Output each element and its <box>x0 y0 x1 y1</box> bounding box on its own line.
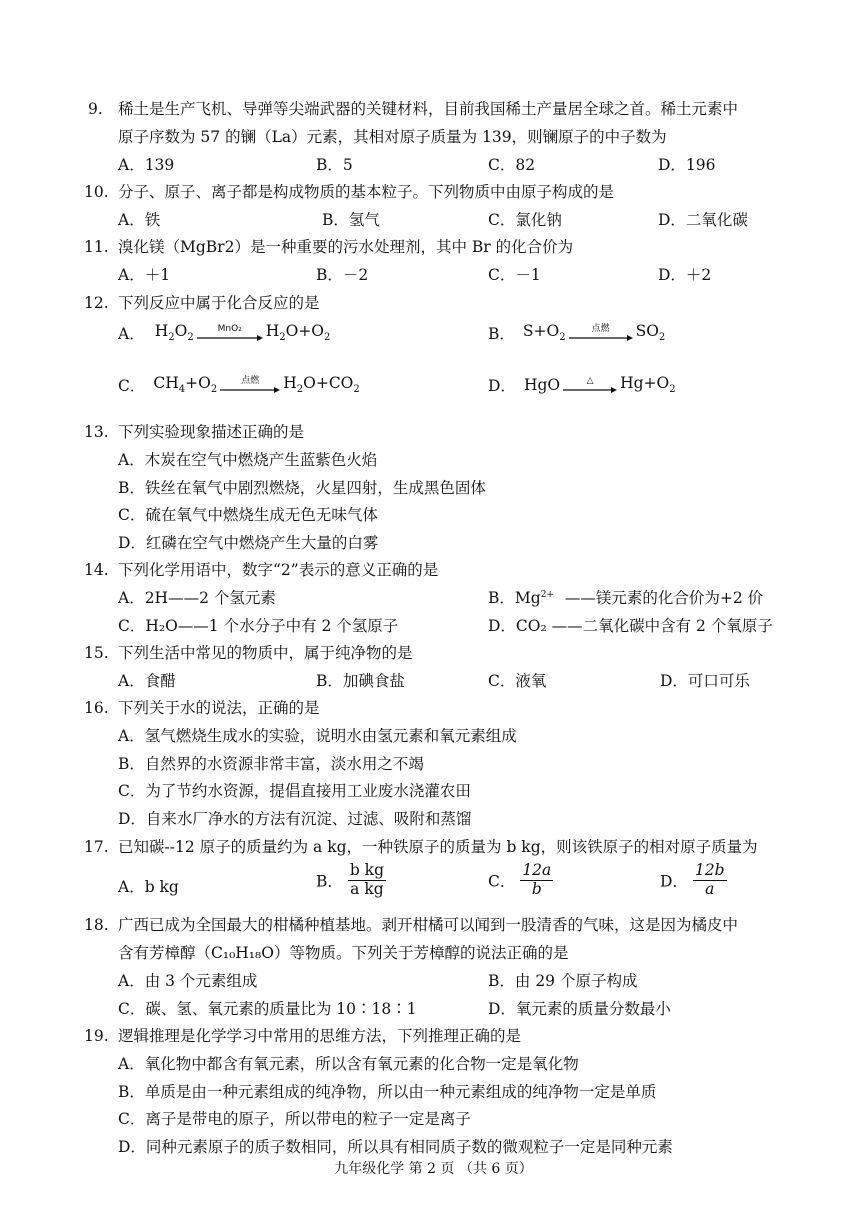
reaction-condition: 点燃 <box>591 324 610 334</box>
reaction-arrow <box>563 376 617 394</box>
option-c: C．硫在氧气中燃烧生成无色无味气体 <box>118 506 378 524</box>
question-12 <box>84 291 320 313</box>
option-label: D． <box>660 872 688 891</box>
question-15 <box>84 641 413 663</box>
question-text: 溴化镁（MgBr2）是一种重要的污水处理剂，其中 Br 的化合价为 <box>118 238 574 256</box>
question-number: 11. <box>84 238 109 256</box>
option-c: C．－1 <box>488 266 541 284</box>
denominator: b <box>531 879 542 898</box>
denominator: a kg <box>350 879 384 898</box>
option-c: C．82 <box>488 156 536 174</box>
option-c: C．碳、氢、氧元素的质量比为 10∶18∶1 <box>118 1000 417 1018</box>
reaction-arrow <box>197 324 263 342</box>
option-a: A．＋1 <box>118 266 171 284</box>
option-a: A．139 <box>118 156 175 174</box>
reaction-condition: △ <box>586 376 594 386</box>
question-text: 已知碳--12 原子的质量约为 a kg，一种铁原子的质量为 b kg，则该铁原子的相对原子质量为 <box>118 838 758 856</box>
option-label: B． <box>316 872 343 891</box>
question-19 <box>84 1024 521 1046</box>
question-number: 10. <box>84 183 109 201</box>
option-d: D．196 <box>658 156 716 174</box>
question-number: 9. <box>88 100 103 118</box>
option-d <box>660 862 727 899</box>
option-b <box>488 586 763 608</box>
question-14 <box>84 558 438 580</box>
option-b: B．氢气 <box>322 211 380 229</box>
question-number: 17. <box>84 838 109 856</box>
question-number: 18. <box>84 916 109 934</box>
option-a: A．氢气燃烧生成水的实验，说明水由氢元素和氧元素组成 <box>118 727 517 745</box>
option-c: C．为了节约水资源，提倡直接用工业废水浇灌农田 <box>118 782 471 800</box>
question-11 <box>84 235 573 257</box>
fraction <box>520 862 553 899</box>
option-d: D．同种元素原子的质子数相同，所以具有相同质子数的微观粒子一定是同种元素 <box>118 1138 673 1156</box>
option-b: B．5 <box>316 156 353 174</box>
option-text: B．Mg <box>488 589 541 607</box>
question-text: 下列关于水的说法，正确的是 <box>118 699 320 717</box>
question-13 <box>84 420 304 442</box>
option-label: D． <box>488 377 516 395</box>
question-number: 14. <box>84 561 109 579</box>
option-a: A．氧化物中都含有氧元素，所以含有氧元素的化合物一定是氧化物 <box>118 1055 579 1073</box>
option-text: ——镁元素的化合价为+2 价 <box>564 589 764 607</box>
reaction-arrow <box>220 376 280 394</box>
question-text: 下列反应中属于化合反应的是 <box>118 294 320 312</box>
option-label: C． <box>118 377 146 395</box>
option-a-equation: A． $H_2O_2$ MnO₂ $H_2O+O_2$ <box>118 322 331 344</box>
option-b: B．单质是由一种元素组成的纯净物，所以由一种元素组成的纯净物一定是单质 <box>118 1083 657 1101</box>
option-d: D．可口可乐 <box>660 672 750 690</box>
option-d: D．自来水厂净水的方法有沉淀、过滤、吸附和蒸馏 <box>118 810 472 828</box>
superscript: 2+ <box>540 589 554 600</box>
question-text: 逻辑推理是化学学习中常用的思维方法，下列推理正确的是 <box>118 1027 522 1045</box>
option-a: A．铁 <box>118 211 161 229</box>
option-c <box>488 862 553 899</box>
question-18-line-2: 含有芳樟醇（C₁₀H₁₈O）等物质。下列关于芳樟醇的说法正确的是 <box>118 944 569 962</box>
fraction <box>693 862 727 899</box>
question-text: 下列化学用语中，数字“2”表示的意义正确的是 <box>118 561 439 579</box>
option-a: A．食醋 <box>118 672 176 690</box>
option-b: B．铁丝在氧气中剧烈燃烧，火星四射，生成黑色固体 <box>118 479 486 497</box>
option-c: C．离子是带电的原子，所以带电的粒子一定是离子 <box>118 1110 471 1128</box>
denominator: a <box>705 879 715 898</box>
question-16 <box>84 696 320 718</box>
reaction-condition: 点燃 <box>241 376 260 386</box>
option-d: D．氧元素的质量分数最小 <box>488 1000 671 1018</box>
reaction-condition: MnO₂ <box>217 324 242 334</box>
option-d-equation: D． HgO △ $Hg+O_2$ <box>488 374 676 396</box>
numerator: 12a <box>522 861 552 879</box>
question-number: 13. <box>84 423 109 441</box>
question-number: 15. <box>84 644 109 662</box>
option-b: B．加碘食盐 <box>316 672 405 690</box>
option-a: A．b kg <box>118 878 179 896</box>
option-a: A．2H——2 个氢元素 <box>118 589 276 607</box>
option-label: A． <box>118 325 145 343</box>
question-9-line-1 <box>88 97 738 119</box>
question-number: 12. <box>84 294 109 312</box>
question-text: 广西已成为全国最大的柑橘种植基地。剥开柑橘可以闻到一股清香的气味，这是因为橘皮中 <box>118 916 739 934</box>
numerator: b kg <box>349 861 384 879</box>
option-d: D．CO₂ ——二氧化碳中含有 2 个氧原子 <box>488 617 773 635</box>
option-c-equation: C． $CH_4+O_2$ 点燃 $H_2O+CO_2$ <box>118 374 360 396</box>
option-c: C．氯化钠 <box>488 211 562 229</box>
fraction <box>348 862 386 899</box>
question-18-line-1 <box>84 913 738 935</box>
option-b: B．自然界的水资源非常丰富，淡水用之不竭 <box>118 755 424 773</box>
numerator: 12b <box>694 861 725 879</box>
option-b <box>316 862 386 899</box>
option-d: D．二氧化碳 <box>658 211 748 229</box>
question-text: 稀土是生产飞机、导弹等尖端武器的关键材料，目前我国稀土产量居全球之首。稀土元素中 <box>118 100 739 118</box>
option-b: B．－2 <box>316 266 369 284</box>
option-label: C． <box>488 872 516 891</box>
question-number: 16. <box>84 699 109 717</box>
option-a: A．木炭在空气中燃烧产生蓝紫色火焰 <box>118 451 378 469</box>
question-text: 分子、原子、离子都是构成物质的基本粒子。下列物质中由原子构成的是 <box>118 183 615 201</box>
question-9-line-2: 原子序数为 57 的镧（La）元素，其相对原子质量为 139，则镧原子的中子数为 <box>118 128 667 146</box>
option-c: C．液氧 <box>488 672 547 690</box>
option-b-equation: B． $S+O_2$ 点燃 $SO_2$ <box>488 322 666 344</box>
page-footer: 九年级化学 第 2 页 （共 6 页） <box>334 1161 533 1177</box>
question-number: 19. <box>84 1027 109 1045</box>
option-a: A．由 3 个元素组成 <box>118 972 258 990</box>
option-c: C．H₂O——1 个水分子中有 2 个氢原子 <box>118 617 399 635</box>
option-d: D．＋2 <box>658 266 712 284</box>
question-text: 下列实验现象描述正确的是 <box>118 423 305 441</box>
question-text: 下列生活中常见的物质中，属于纯净物的是 <box>118 644 413 662</box>
option-b: B．由 29 个原子构成 <box>488 972 638 990</box>
option-label: B． <box>488 325 515 343</box>
option-d: D．红磷在空气中燃烧产生大量的白雾 <box>118 534 379 552</box>
question-17 <box>84 835 758 857</box>
question-10 <box>84 180 614 202</box>
reaction-arrow <box>569 324 633 342</box>
